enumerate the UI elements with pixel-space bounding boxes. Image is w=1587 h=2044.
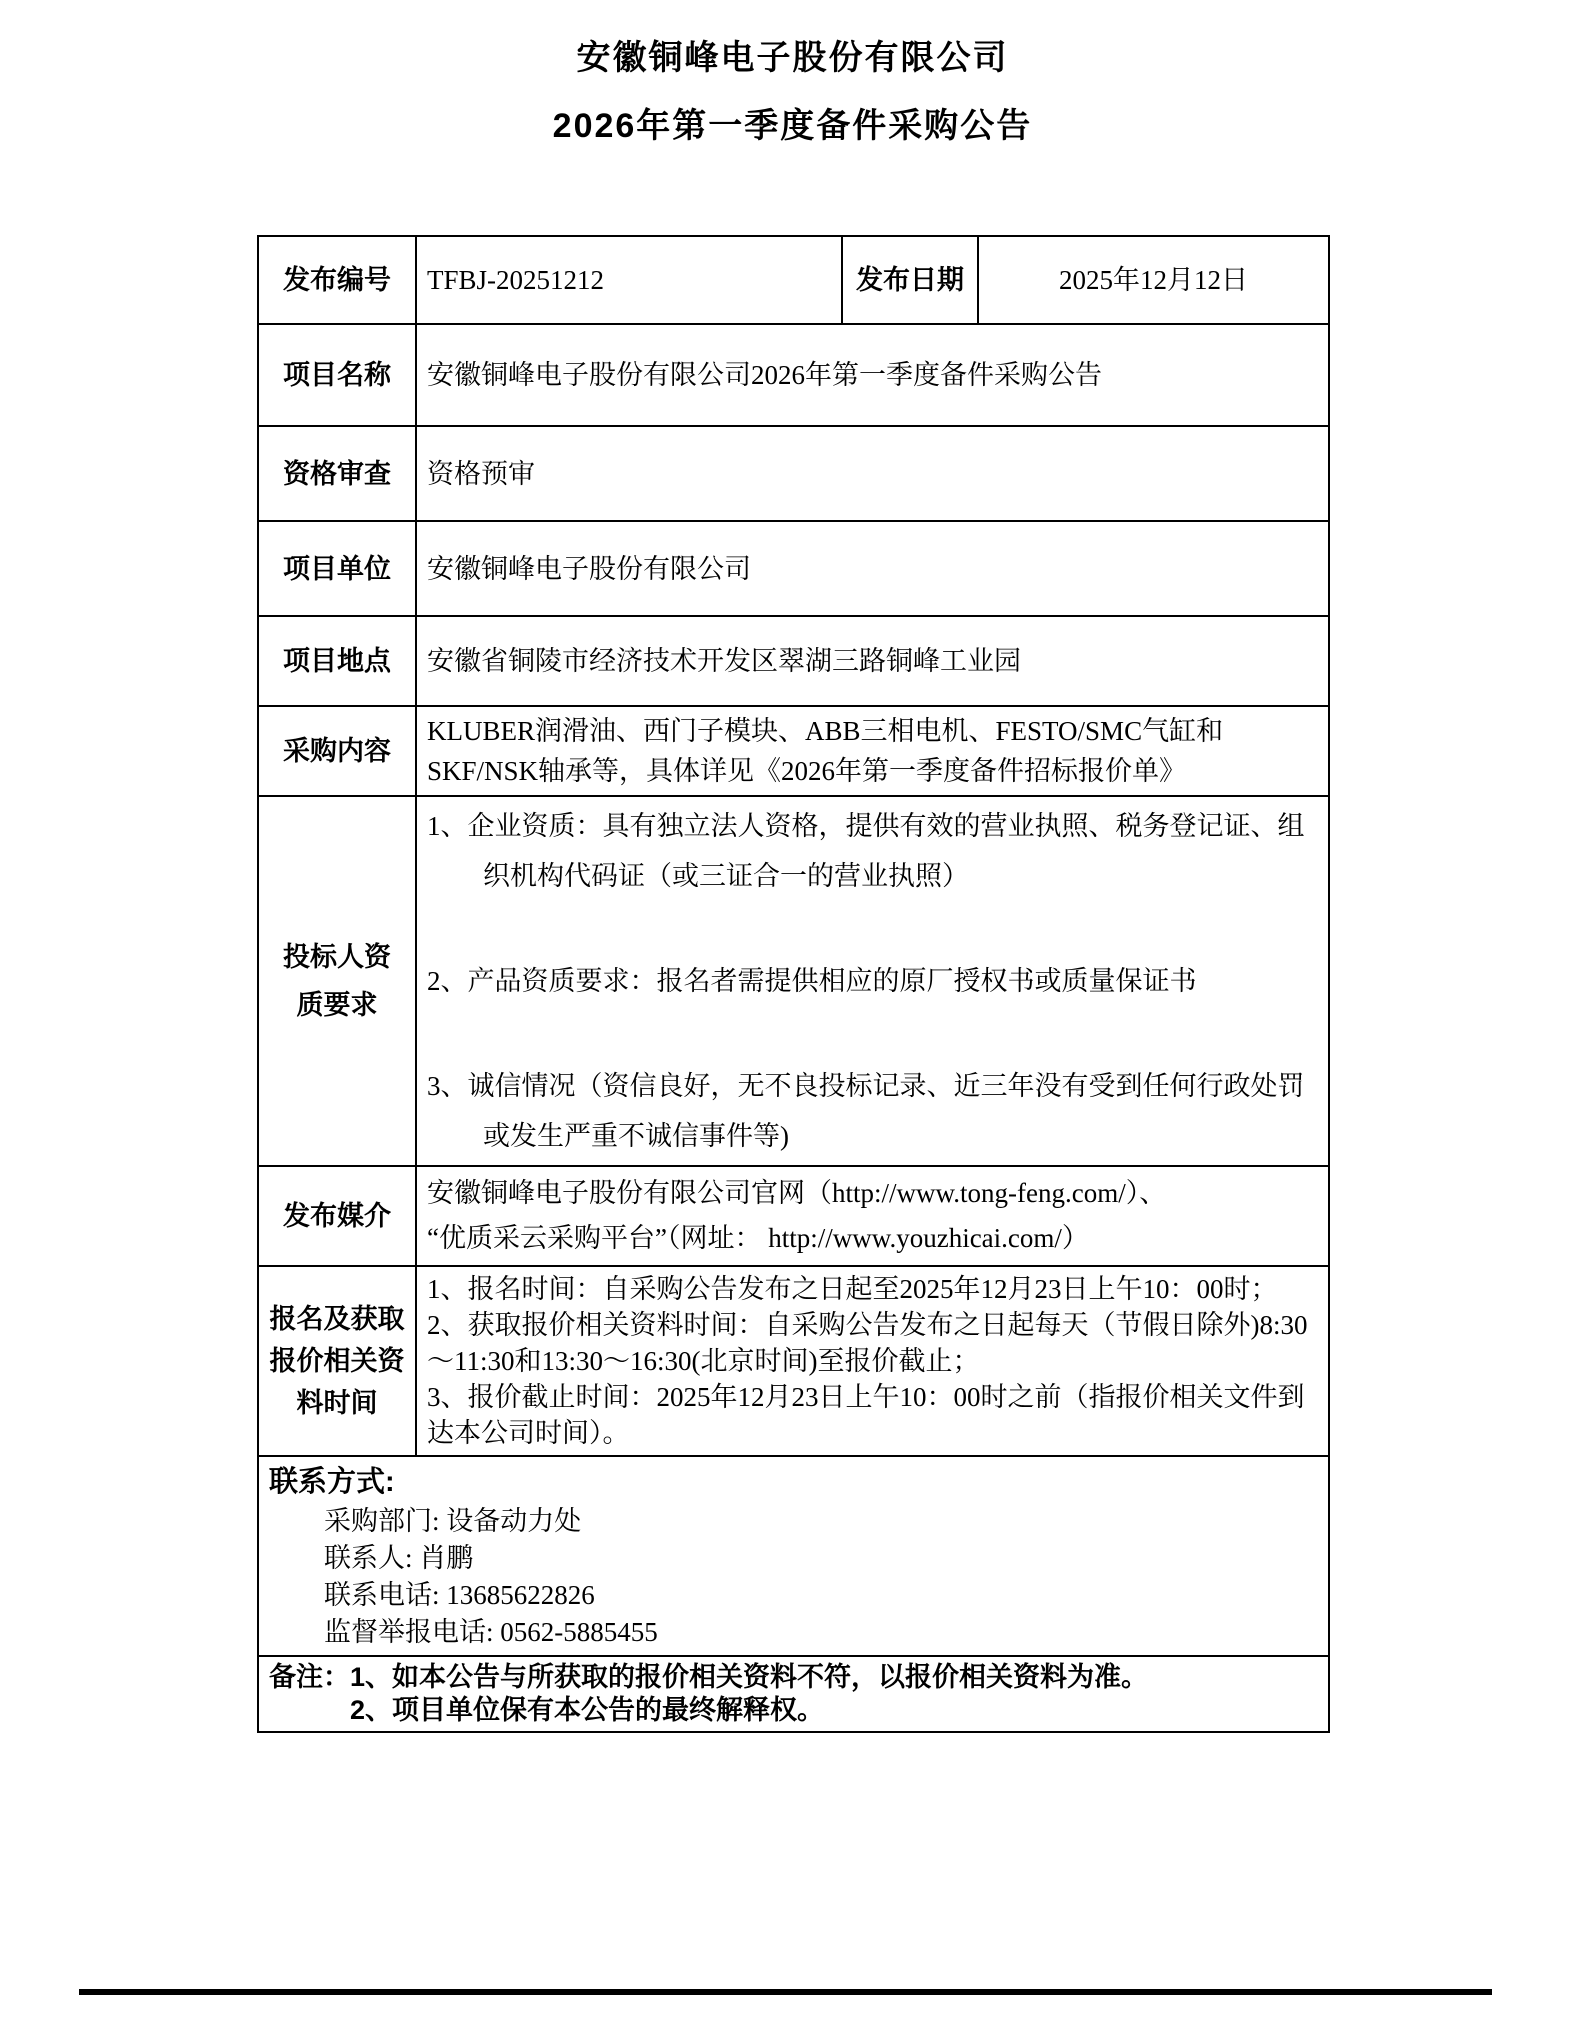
- table-row: [258, 1656, 1329, 1732]
- table-row: [258, 1266, 1329, 1456]
- table-row: [258, 236, 1329, 324]
- signup-item-3: 3、报价截止时间：2025年12月23日上午10：00时之前（指报价相关文件到达本公司时间）。: [427, 1382, 1305, 1448]
- field-value-procurement-content: KLUBER润滑油、西门子模块、ABB三相电机、FESTO/SMC气缸和SKF/NSK轴承等，具体详见《2026年第一季度备件招标报价单》: [416, 706, 1329, 796]
- contact-person: 联系人: 肖鹏: [324, 1543, 474, 1573]
- contact-supervision-phone: 监督举报电话: 0562-5885455: [324, 1617, 658, 1647]
- qualification-item-2: 2、产品资质要求：报名者需提供相应的原厂授权书或质量保证书: [427, 966, 1197, 996]
- field-label-bidder-qualification: [258, 796, 416, 1166]
- table-row: [258, 521, 1329, 616]
- label-line: 报名及获取: [269, 1304, 405, 1334]
- remarks-line-2: 2、项目单位保有本公告的最终解释权。: [350, 1695, 825, 1725]
- label-line: 投标人资: [283, 942, 391, 972]
- field-value-publish-date: 2025年12月12日: [978, 236, 1329, 324]
- table-row: [258, 616, 1329, 706]
- label-line: 料时间: [296, 1388, 378, 1418]
- field-label-signup-time: [258, 1266, 416, 1456]
- table-row: [258, 1456, 1329, 1656]
- field-value-project-location: 安徽省铜陵市经济技术开发区翠湖三路铜峰工业园: [416, 616, 1329, 706]
- announcement-table: [257, 235, 1330, 1733]
- page-footer-divider: [79, 1989, 1492, 1995]
- qualification-item-1: 1、企业资质：具有独立法人资格，提供有效的营业执照、税务登记证、组织机构代码证（或三证合一的营业执照）: [427, 811, 1305, 891]
- remarks-section: [258, 1656, 1329, 1732]
- field-label-procurement-content: 采购内容: [258, 706, 416, 796]
- media-line-official-site: 安徽铜峰电子股份有限公司官网（http://www.tong-feng.com/）、: [427, 1178, 1167, 1208]
- table-row: [258, 324, 1329, 426]
- table-row: [258, 426, 1329, 521]
- table-row: [258, 1166, 1329, 1266]
- field-label-qualification-review: 资格审查: [258, 426, 416, 521]
- table-row: [258, 706, 1329, 796]
- remarks-line-1: 备注：1、如本公告与所获取的报价相关资料不符，以报价相关资料为准。: [269, 1662, 1149, 1692]
- field-value-publishing-media: [416, 1166, 1329, 1266]
- field-label-publish-date: 发布日期: [842, 236, 978, 324]
- field-label-project-unit: 项目单位: [258, 521, 416, 616]
- field-value-qualification-review: 资格预审: [416, 426, 1329, 521]
- field-value-bidder-qualification: [416, 796, 1329, 1166]
- field-value-announcement-number: TFBJ-20251212: [416, 236, 842, 324]
- label-line: 报价相关资: [269, 1346, 405, 1376]
- qualification-item-3: 3、诚信情况（资信良好，无不良投标记录、近三年没有受到任何行政处罚或发生严重不诚信事件等): [427, 1071, 1305, 1151]
- contact-department: 采购部门: 设备动力处: [324, 1506, 582, 1536]
- table-row: [258, 796, 1329, 1166]
- field-value-project-name: 安徽铜峰电子股份有限公司2026年第一季度备件采购公告: [416, 324, 1329, 426]
- field-label-project-location: 项目地点: [258, 616, 416, 706]
- field-label-project-name: 项目名称: [258, 324, 416, 426]
- signup-item-1: 1、报名时间：自采购公告发布之日起至2025年12月23日上午10：00时；: [427, 1274, 1278, 1304]
- contact-heading: 联系方式:: [269, 1466, 395, 1498]
- contact-phone: 联系电话: 13685622826: [324, 1580, 595, 1610]
- field-value-project-unit: 安徽铜峰电子股份有限公司: [416, 521, 1329, 616]
- page-subtitle: 2026年第一季度备件采购公告: [552, 107, 1033, 145]
- media-line-platform: “优质采云采购平台”（网址： http://www.youzhicai.com/）: [427, 1223, 1089, 1253]
- signup-item-2: 2、获取报价相关资料时间：自采购公告发布之日起每天（节假日除外)8:30～11:30和13:30～16:30(北京时间)至报价截止；: [427, 1310, 1308, 1376]
- label-line: 质要求: [296, 990, 378, 1020]
- contact-section: [258, 1456, 1329, 1656]
- field-label-announcement-number: 发布编号: [258, 236, 416, 324]
- page-title: 安徽铜峰电子股份有限公司: [576, 39, 1009, 77]
- field-value-signup-time: [416, 1266, 1329, 1456]
- field-label-publishing-media: 发布媒介: [258, 1166, 416, 1266]
